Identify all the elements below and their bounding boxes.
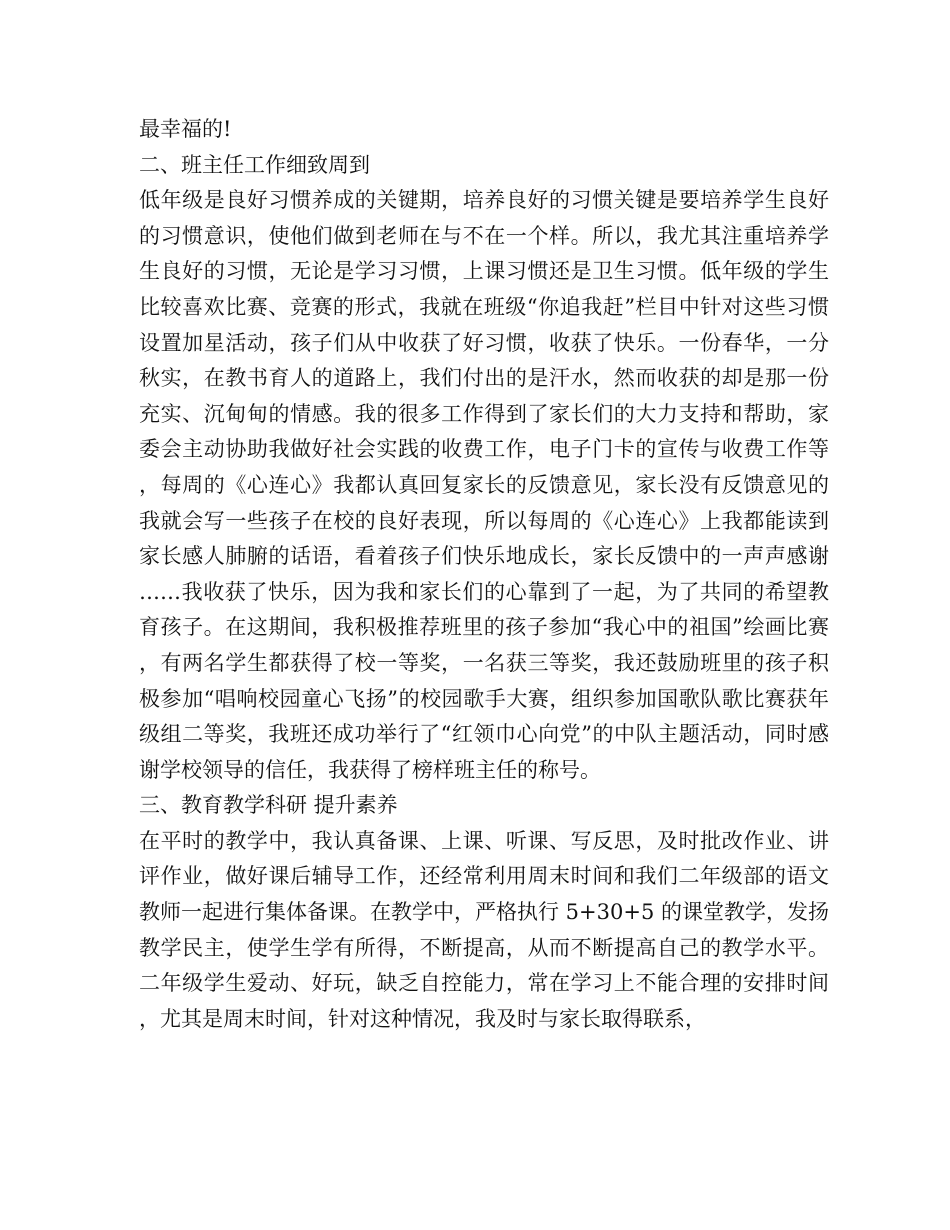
document-body bbox=[139, 112, 829, 1037]
paragraph-teaching-research: 在平时的教学中，我认真备课、上课、听课、写反思，及时批改作业、讲评作业，做好课后辅导工作，还经常利用周末时间和我们二年级部的语文教师一起进行集体备课。在教学中，严格执行 5+30+5 的课堂教学，发扬教学民主，使学生学有所得，不断提高，从而不断提高自己的教学水平。二年级学生爱动、好玩，缺乏自控能力，常在学习上不能合理的安排时间，尤其是周末时间，针对这种情况，我及时与家长取得联系， bbox=[139, 828, 829, 1031]
paragraph-closing-line: 最幸福的! bbox=[139, 117, 232, 141]
paragraph-class-teacher-work: 低年级是良好习惯养成的关键期，培养良好的习惯关键是要培养学生良好的习惯意识，使他们做到老师在与不在一个样。所以，我尤其注重培养学生良好的习惯，无论是学习习惯，上课习惯还是卫生习惯。低年级的学生比较喜欢比赛、竞赛的形式，我就在班级“你追我赶”栏目中针对这些习惯设置加星活动，孩子们从中收获了好习惯，收获了快乐。一份春华，一分秋实，在教书育人的道路上，我们付出的是汗水，然而收获的却是那一份充实、沉甸甸的情感。我的很多工作得到了家长们的大力支持和帮助，家委会主动协助我做好社会实践的收费工作，电子门卡的宣传与收费工作等，每周的《心连心》我都认真回复家长的反馈意见，家长没有反馈意见的我就会写一些孩子在校的良好表现，所以每周的《心连心》上我都能读到家长感人肺腑的话语，看着孩子们快乐地成长，家长反馈中的一声声感谢……我收获了快乐，因为我和家长们的心靠到了一起，为了共同的希望教育孩子。在这期间，我积极推荐班里的孩子参加“我心中的祖国”绘画比赛，有两名学生都获得了校一等奖，一名获三等奖，我还鼓励班里的孩子积极参加“唱响校园童心飞扬”的校园歌手大赛，组织参加国歌队歌比赛获年级组二等奖，我班还成功举行了“红领巾心向党”的中队主题活动，同时感谢学校领导的信任，我获得了榜样班主任的称号。 bbox=[139, 188, 829, 782]
section-heading-teaching-research: 三、教育教学科研 提升素养 bbox=[139, 793, 398, 818]
section-heading-class-teacher-work: 二、班主任工作细致周到 bbox=[139, 152, 370, 177]
